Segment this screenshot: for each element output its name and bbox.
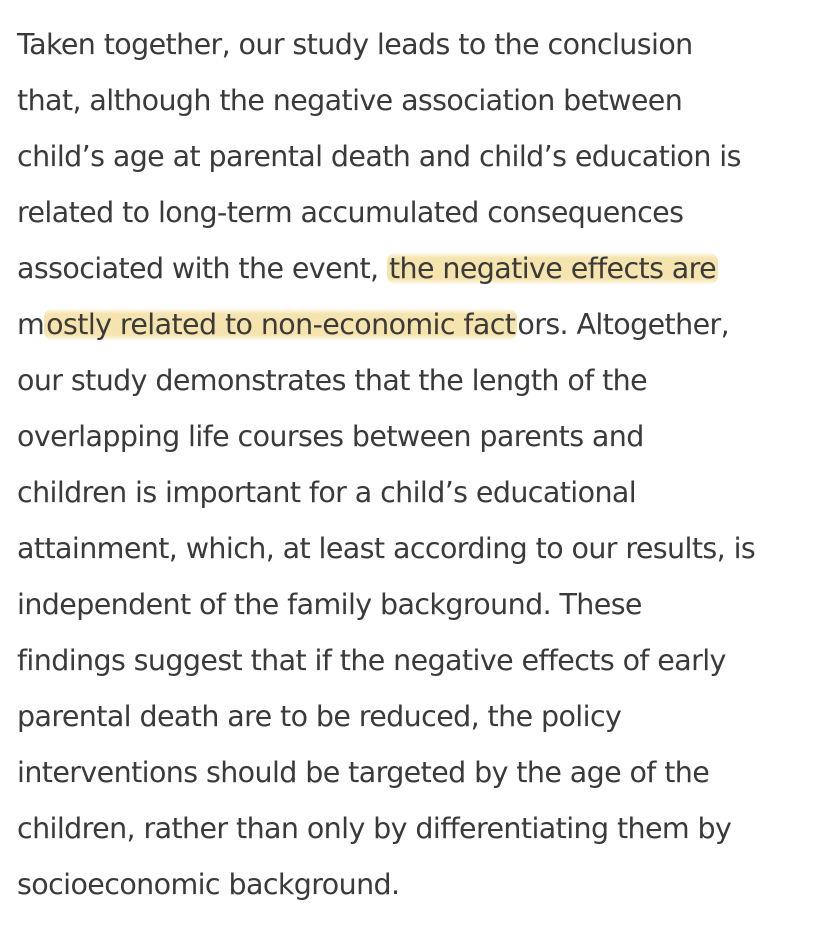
- plain-text: m: [17, 308, 45, 341]
- paragraph-line: our study demonstrates that the length of the: [17, 364, 648, 397]
- plain-text: ors. Altogether,: [517, 308, 730, 341]
- paragraph-line: [17, 249, 718, 289]
- paragraph-line: [17, 305, 729, 345]
- paragraph-line: Taken together, our study leads to the conclusion: [17, 28, 693, 61]
- paragraph-line: children is important for a child’s educational: [17, 476, 637, 509]
- plain-text: associated with the event,: [17, 252, 387, 285]
- highlighted-text: ostly related to non-economic fact: [46, 308, 516, 341]
- paragraph-line: interventions should be targeted by the age of the: [17, 756, 710, 789]
- paragraph-line: findings suggest that if the negative effects of early: [17, 644, 726, 677]
- paragraph-line: socioeconomic background.: [17, 868, 400, 901]
- paragraph-line: overlapping life courses between parents and: [17, 420, 644, 453]
- paragraph-line: related to long-term accumulated consequences: [17, 196, 684, 229]
- paragraph-line: parental death are to be reduced, the policy: [17, 700, 622, 733]
- paragraph-line: that, although the negative association between: [17, 84, 683, 117]
- paragraph-line: children, rather than only by differentiating them by: [17, 812, 732, 845]
- paragraph-line: attainment, which, at least according to our results, is: [17, 532, 756, 565]
- paragraph-line: child’s age at parental death and child’s education is: [17, 140, 741, 173]
- highlighted-text: the negative effects are: [388, 252, 717, 285]
- paragraph-line: independent of the family background. These: [17, 588, 642, 621]
